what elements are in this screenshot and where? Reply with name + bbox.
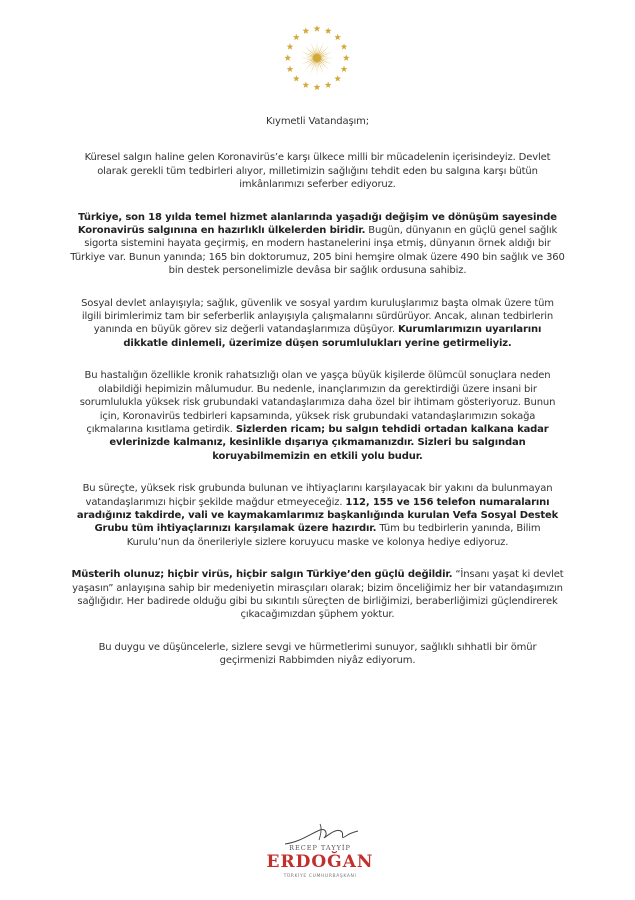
paragraph xyxy=(70,297,565,351)
presidential-sun-seal-icon xyxy=(283,24,351,92)
paragraph-bold-text: Türkiye, son 18 yılda temel hizmet alanlarında yaşadığı değişim ve dönüşüm sayesinde Koronavirüs salgınına en hazırlıklı ülkelerden biridir. xyxy=(77,211,557,237)
signature-office: TÜRKİYE CUMHURBAŞKANI xyxy=(283,874,357,879)
paragraph-bold-text: 112, 155 ve 156 telefon numaralarını aradığınız takdirde, vali ve kaymakamlarımız başkanlığında kurulan Vefa Sosyal Destek Grubu tüm ihtiyaçlarınızı karşılamak üzere hazırdır. xyxy=(76,496,559,535)
paragraph xyxy=(70,151,565,191)
letter-body xyxy=(70,115,565,687)
salutation: Kıymetli Vatandaşım; xyxy=(266,116,369,127)
signature-first-name: RECEP TAYYİP xyxy=(289,844,351,852)
paragraph-text: Küresel salgın haline gelen Koronavirüs’e karşı ülkece milli bir mücadelenin içerisindeyiz. Devlet olarak gerekli tüm tedbirleri alıyor, milletimizin sağlığını tehdit eden bu salgına karşı bütün imkânlarımızı seferber ediyoruz. xyxy=(84,152,551,191)
paragraph-text: Bu duygu ve düşüncelerle, sizlere sevgi ve hürmetlerimi sunuyor, sağlıklı sıhhatli bir ömür geçirmenizi Rabbimden niyâz ediyorum. xyxy=(98,641,537,667)
signature-last-name: ERDOĞAN xyxy=(266,852,374,872)
paragraph-list xyxy=(70,151,565,667)
paragraph-text: “İnsanı yaşat ki devlet yaşasın” anlayışına sahip bir medeniyetin mirasçıları olarak; bizim önceliğimiz her bir vatandaşımızın sağlığıdır. Her badirede olduğu gibi bu sıkıntılı süreçten de birliğimizi, beraberliğimizi güçlendirerek çıkacağımızdan şüphem yoktur. xyxy=(72,569,564,621)
paragraph-text: Tüm bu tedbirlerin yanında, Bilim Kurulu’nun da önerileriyle sizlere koruyucu maske ve kolonya hediye ediyoruz. xyxy=(126,523,541,548)
paragraph xyxy=(70,369,565,463)
signature-block xyxy=(250,820,390,890)
paragraph xyxy=(70,211,565,278)
paragraph xyxy=(70,568,565,622)
paragraph-bold-text: Müsterih olunuz; hiçbir virüs, hiçbir salgın Türkiye’den güçlü değildir. xyxy=(71,569,453,581)
paragraph-text: Bugün, dünyanın en güçlü genel sağlık sigorta sistemini hayata geçirmiş, en modern hastanelerini inşa etmiş, dünyanın örnek aldığı bir Türkiye var. Bunun yanında; 165 bin doktorumuz, 205 bini hemşire olmak üzere 490 bin sağlık ve 360 bin destek personelimizle devâsa bir sağlık ordusuna sahibiz. xyxy=(70,225,565,277)
paragraph-text: Sosyal devlet anlayışıyla; sağlık, güvenlik ve sosyal yardım kuruluşlarımız başta olmak üzere tüm ilgili birimlerimiz tam bir seferberlik anlayışıyla çalışmalarını sürdürüyor. Ancak, alınan tedbirlerin yanında en büyük görev siz değerli vatandaşlarımıza düşüyor. xyxy=(81,297,554,336)
paragraph-bold-text: Kurumlarımızın uyarılarını dikkatle dinlemeli, üzerimize düşen sorumlulukları yerine getirmeliyiz. xyxy=(123,324,542,349)
paragraph xyxy=(70,641,565,668)
paragraph-text: Bu süreçte, yüksek risk grubunda bulunan ve ihtiyaçlarını karşılayacak bir yakını da bulunmayan vatandaşlarımızı hiçbir şekilde mağdur etmeyeceğiz. xyxy=(82,483,553,508)
paragraph-bold-text: Sizlerden ricam; bu salgın tehdidi ortadan kalkana kadar evlerinizde kalmanız, kesinlikle dışarıya çıkmamanızdır. Sizleri bu salgından koruyabilmemizin en etkili yolu budur. xyxy=(109,423,549,462)
paragraph-text: Bu hastalığın özellikle kronik rahatsızlığı olan ve yaşça büyük kişilerde ölümcül sonuçlara neden olabildiği hepimizin mâlumudur. Bu nedenle, inançlarımızın da gerektirdiği üzere insani bir sorumlulukla yüksek risk grubundaki vatandaşlarımıza daha özel bir ihtimam gösteriyoruz. Bunun için, Koronavirüs tedbirleri kapsamında, yüksek risk grubundaki vatandaşlarımızın sokağa çıkmalarına kısıtlama getirdik. xyxy=(79,370,556,435)
paragraph xyxy=(70,482,565,549)
